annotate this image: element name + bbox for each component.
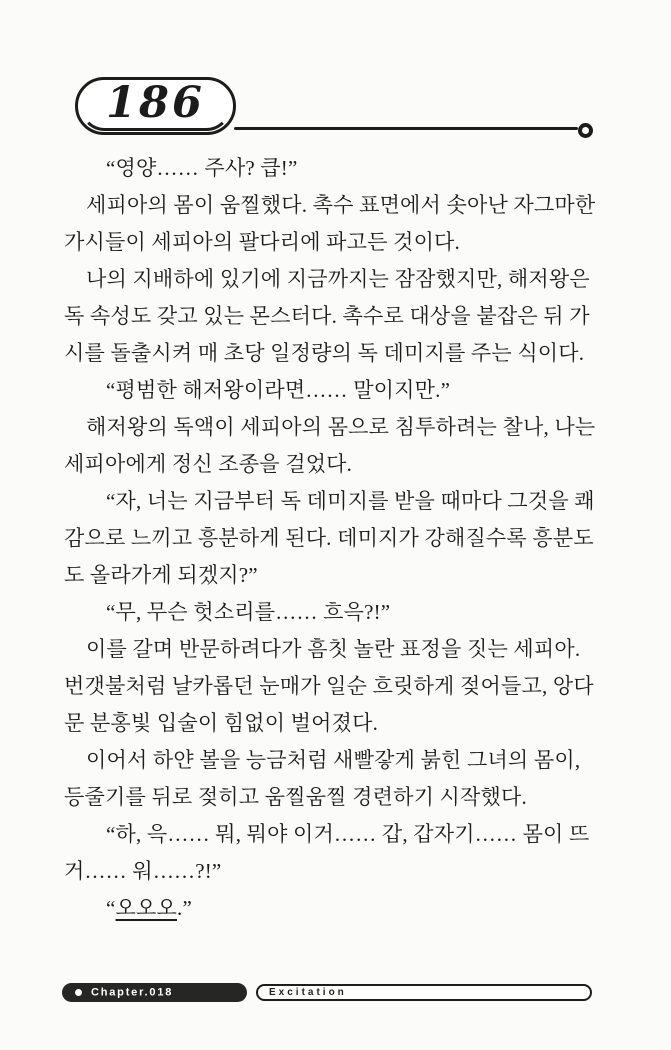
text-line (64, 890, 604, 927)
text-segment: 번갯불처럼 날카롭던 눈매가 일순 흐릿하게 젖어들고, 앙다 (64, 674, 594, 698)
text-segment: 가시들이 세피아의 팔다리에 파고든 것이다. (64, 230, 460, 254)
page-number-badge (75, 77, 236, 135)
text-segment: “영양…… 주사? 큽!” (106, 156, 298, 180)
text-line (64, 150, 604, 187)
text-segment: “무, 무슨 헛소리를…… 흐윽?!” (106, 600, 391, 624)
text-block (64, 150, 604, 927)
text-line (64, 631, 604, 668)
text-segment: “ (106, 896, 116, 920)
text-line (64, 335, 604, 372)
text-segment: “자, 너는 지금부터 독 데미지를 받을 때마다 그것을 쾌 (106, 489, 595, 513)
text-line (64, 557, 604, 594)
emphasized-text: 오오오 (115, 896, 177, 920)
text-line (64, 187, 604, 224)
text-line (64, 261, 604, 298)
text-line (64, 816, 604, 853)
text-line (64, 224, 604, 261)
text-line (64, 853, 604, 890)
text-segment: 나의 지배하에 있기에 지금까지는 잠잠했지만, 해저왕은 (86, 267, 590, 291)
text-segment: “하, 윽…… 뭐, 뭐야 이거…… 갑, 갑자기…… 몸이 뜨 (106, 822, 590, 846)
chapter-label: Chapter.018 (91, 986, 174, 998)
text-line (64, 779, 604, 816)
text-segment: “평범한 해저왕이라면…… 말이지만.” (106, 378, 451, 402)
text-line (64, 594, 604, 631)
text-segment: 이어서 하얀 볼을 능금처럼 새빨갛게 붉힌 그녀의 몸이, (86, 748, 581, 772)
text-segment: 등줄기를 뒤로 젖히고 움찔움찔 경련하기 시작했다. (64, 785, 527, 809)
text-segment: 문 분홍빛 입술이 힘없이 벌어졌다. (64, 711, 379, 735)
text-segment: 거…… 워……?!” (64, 859, 222, 883)
text-segment: 감으로 느끼고 흥분하게 된다. 데미지가 강해질수록 흥분도 (64, 526, 594, 550)
text-line (64, 705, 604, 742)
text-line (64, 372, 604, 409)
section-label: Excitation (269, 987, 347, 998)
text-segment: .” (177, 896, 192, 920)
text-segment: 독 속성도 갖고 있는 몬스터다. 촉수로 대상을 붙잡은 뒤 가 (64, 304, 590, 328)
text-segment: 세피아의 몸이 움찔했다. 촉수 표면에서 솟아난 자그마한 (86, 193, 596, 217)
text-line (64, 668, 604, 705)
text-segment: 세피아에게 정신 조종을 걸었다. (64, 452, 353, 476)
text-segment: 도 올라가게 되겠지?” (64, 563, 258, 587)
text-segment: 이를 갈며 반문하려다가 흠칫 놀란 표정을 짓는 세피아. (86, 637, 581, 661)
text-line (64, 298, 604, 335)
bullet-dot-icon (75, 989, 82, 996)
text-segment: 시를 돌출시켜 매 초당 일정량의 독 데미지를 주는 식이다. (64, 341, 585, 365)
text-line (64, 446, 604, 483)
chapter-badge (62, 983, 247, 1002)
rule-end-dot-icon (578, 123, 593, 138)
text-line (64, 742, 604, 779)
text-line (64, 520, 604, 557)
page-number: 186 (106, 78, 205, 128)
text-segment: 해저왕의 독액이 세피아의 몸으로 침투하려는 찰나, 나는 (86, 415, 596, 439)
header-rule (234, 127, 578, 130)
section-badge (256, 984, 592, 1001)
text-line (64, 409, 604, 446)
text-line (64, 483, 604, 520)
